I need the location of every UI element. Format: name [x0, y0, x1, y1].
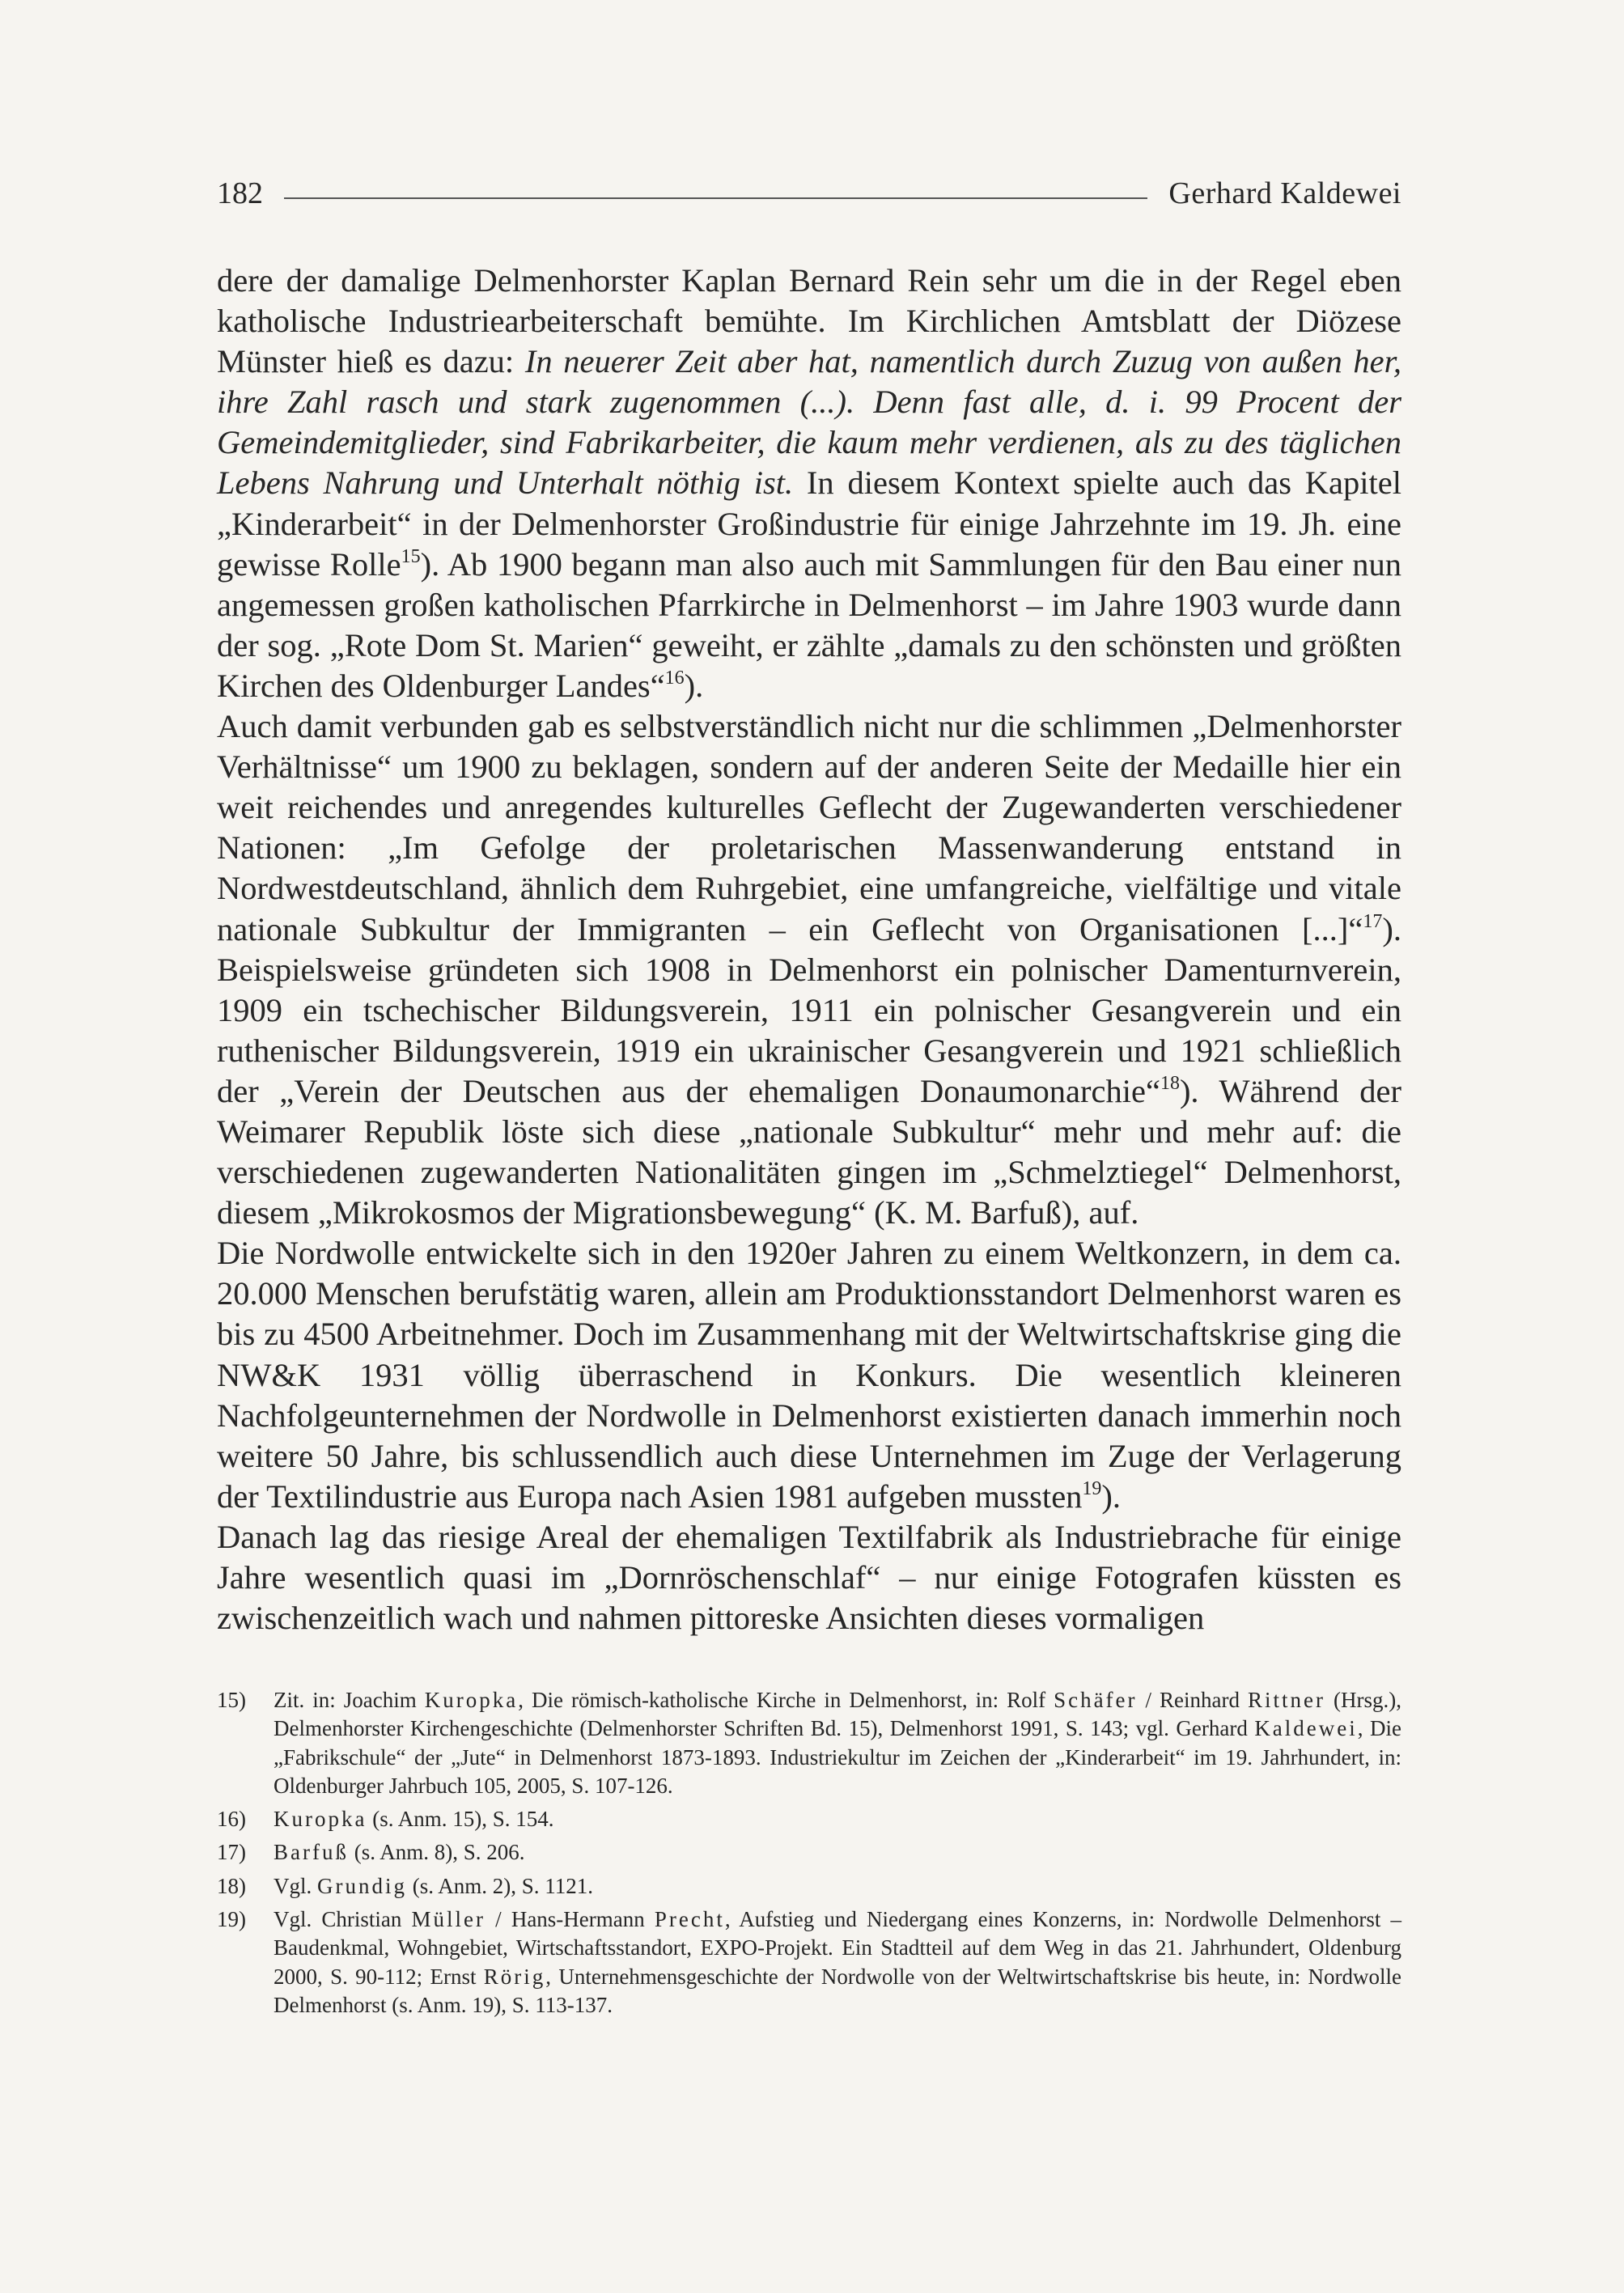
footnote-18	[217, 1872, 1401, 1901]
text-run: ). Ab 1900 begann man also auch mit Sammlungen für den Bau einer nun angemessen großen katholischen Pfarrkirche in Delmenhorst – im Jahre 1903 wurde dann der sog. „Rote Dom St. Marien“ geweiht, er zählte „damals zu den schönsten und größten Kirchen des Oldenburger Landes“	[217, 545, 1401, 704]
paragraph	[217, 1233, 1401, 1517]
footnote-text	[273, 1805, 1401, 1833]
author-name: Schäfer	[1054, 1688, 1138, 1712]
text-run: , Aufstieg und Niedergang eines Konzerns, in: Nordwolle Delmenhorst – Baudenkmal, Wohngebiet, Wirtschaftsstandort, EXPO-Projekt. Ein Stadtteil auf dem Weg in das 21. Jahrhundert, Oldenburg 2000, S. 90-112; Ernst	[273, 1907, 1401, 1989]
italic-quote: In neuerer Zeit aber hat, namentlich durch Zuzug von außen her, ihre Zahl rasch und stark zugenommen (...). Denn fast alle, d. i. 99 Procent der Gemeindemitglieder, sind Fabrikarbeiter, die kaum mehr verdienen, als zu des täglichen Lebens Nahrung und Unterhalt nöthig ist.	[217, 343, 1402, 502]
text-run: , Die „Fabrikschule“ der „Jute“ in Delmenhorst 1873-1893. Industriekultur im Zeichen der „Kinderarbeit“ im 19. Jahrhundert, in: Oldenburger Jahrbuch 105, 2005, S. 107-126.	[273, 1716, 1401, 1798]
author-name: Rörig	[483, 1964, 546, 1989]
text-run: ). Beispielsweise gründeten sich 1908 in Delmenhorst ein polnischer Damenturnverein, 1909 ein tschechischer Bildungsverein, 1911 ein polnischer Gesangverein und ein ruthenischer Bildungsverein, 1919 ein ukrainischer Gesangverein und 1921 schließlich der „Verein der Deutschen aus der ehemaligen Donaumonarchie“	[217, 910, 1401, 1109]
paragraph	[217, 706, 1401, 1233]
footnote-ref[interactable]: 18	[1160, 1072, 1180, 1094]
footnote-ref[interactable]: 19	[1082, 1477, 1102, 1499]
main-text	[217, 261, 1401, 1638]
text-run: (s. Anm. 8), S. 206.	[348, 1840, 525, 1865]
footnote-17	[217, 1838, 1401, 1867]
footnote-text	[273, 1872, 1401, 1901]
text-run: ). Während der Weimarer Republik löste sich diese „nationale Subkultur“ mehr und mehr auf: die verschiedenen zugewanderten Nationalitäten gingen im „Schmelztiegel“ Delmenhorst, diesem „Mikrokosmos der Migrationsbewegung“ (K. M. Barfuß), auf.	[217, 1072, 1401, 1231]
text-run: Auch damit verbunden gab es selbstverständlich nicht nur die schlimmen „Delmenhorster Verhältnisse“ um 1900 zu beklagen, sondern auf der anderen Seite der Medaille hier ein weit reichendes und anregendes kulturelles Geflecht der Zugewanderten verschiedener Nationen: „Im Gefolge der proletarischen Massenwanderung entstand in Nordwestdeutschland, ähnlich dem Ruhrgebiet, eine umfangreiche, vielfältige und vitale nationale Subkultur der Immigranten – ein Geflecht von Organisationen [...]“	[217, 708, 1401, 947]
author-name: Rittner	[1248, 1688, 1326, 1712]
footnote-text	[273, 1905, 1401, 2020]
text-run: / Reinhard	[1137, 1688, 1249, 1712]
footnote-15	[217, 1686, 1401, 1800]
text-run: Die Nordwolle entwickelte sich in den 1920er Jahren zu einem Weltkonzern, in dem ca. 20.000 Menschen berufstätig waren, allein am Produktionsstandort Delmenhorst waren es bis zu 4500 Arbeitnehmer. Doch im Zusammenhang mit der Weltwirtschaftskrise ging die NW&K 1931 völlig überraschend in Konkurs. Die wesentlich kleineren Nachfolgeunternehmen der Nordwolle in Delmenhorst existierten danach immerhin noch weitere 50 Jahre, bis schlussendlich auch diese Unternehmen im Zuge der Verlagerung der Textilindustrie aus Europa nach Asien 1981 aufgeben mussten	[217, 1235, 1401, 1515]
footnote-number: 19)	[217, 1907, 246, 1932]
author-name: Barfuß	[273, 1840, 349, 1865]
author-name: Kuropka	[273, 1807, 367, 1832]
footnote-text	[273, 1838, 1401, 1867]
running-head-author: Gerhard Kaldewei	[1168, 176, 1401, 210]
footnote-ref[interactable]: 15	[401, 545, 421, 567]
footnote-ref[interactable]: 16	[664, 667, 685, 689]
text-run: Vgl. Christian	[273, 1907, 412, 1932]
text-run: In diesem Kontext spielte auch das Kapitel „Kinderarbeit“ in der Delmenhorster Großindustrie für einige Jahrzehnte im 19. Jh. eine gewisse Rolle	[217, 464, 1401, 583]
page-number: 182	[217, 176, 263, 210]
text-run: Vgl.	[273, 1873, 317, 1898]
header-rule	[284, 197, 1147, 199]
text-run: dere der damalige Delmenhorster Kaplan Bernard Rein sehr um die in der Regel eben katholische Industriearbeiterschaft bemühte. Im Kirchlichen Amtsblatt der Diözese Münster hieß es dazu:	[217, 262, 1401, 380]
text-run: ).	[684, 667, 704, 704]
footnote-ref[interactable]: 17	[1363, 910, 1383, 932]
footnote-number: 18)	[217, 1873, 246, 1898]
footnote-19	[217, 1905, 1401, 2020]
footnote-16	[217, 1805, 1401, 1833]
running-header	[217, 165, 1401, 210]
paragraph	[217, 1517, 1401, 1638]
footnote-number: 16)	[217, 1807, 246, 1832]
text-run: (Hrsg.), Delmenhorster Kirchengeschichte (Delmenhorster Schriften Bd. 15), Delmenhorst 1991, S. 143; vgl. Gerhard	[273, 1688, 1401, 1741]
footnote-number: 15)	[217, 1688, 246, 1712]
footnotes	[217, 1686, 1401, 2020]
author-name: Precht	[654, 1907, 725, 1932]
paragraph	[217, 261, 1401, 706]
text-run: / Hans-Hermann	[486, 1907, 655, 1932]
text-run: (s. Anm. 15), S. 154.	[367, 1807, 554, 1832]
author-name: Grundig	[317, 1873, 407, 1898]
author-name: Müller	[411, 1907, 486, 1932]
text-run: Zit. in: Joachim	[273, 1688, 425, 1712]
text-run: (s. Anm. 2), S. 1121.	[407, 1873, 594, 1898]
text-run: , Die römisch-katholische Kirche in Delmenhorst, in: Rolf	[518, 1688, 1054, 1712]
text-run: , Unternehmensgeschichte der Nordwolle von der Weltwirtschaftskrise bis heute, in: Nordwolle Delmenhorst (s. Anm. 19), S. 113-137.	[273, 1964, 1401, 2017]
text-run: Danach lag das riesige Areal der ehemaligen Textilfabrik als Industriebrache für einige Jahre wesentlich quasi im „Dornröschenschlaf“ – nur einige Fotografen küssten es zwischenzeitlich wach und nahmen pittoreske Ansichten dieses vormaligen	[217, 1518, 1401, 1637]
author-name: Kuropka	[424, 1688, 519, 1712]
text-run: ).	[1101, 1477, 1122, 1515]
author-name: Kaldewei	[1254, 1716, 1358, 1741]
footnote-text	[273, 1686, 1401, 1800]
footnote-number: 17)	[217, 1840, 246, 1865]
